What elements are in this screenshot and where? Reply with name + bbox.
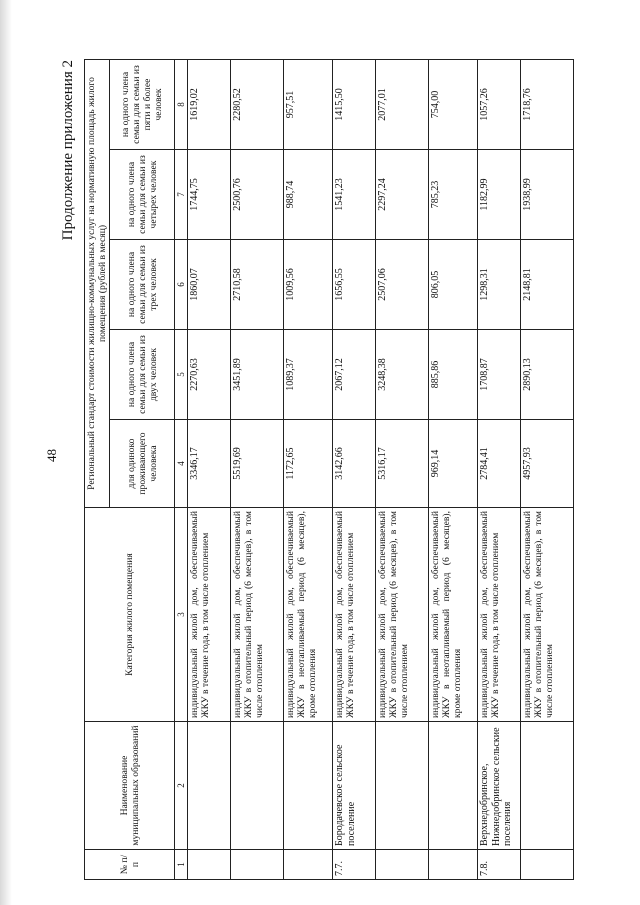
value-two: 3248,38 bbox=[376, 330, 429, 420]
value-single: 5316,17 bbox=[376, 420, 429, 508]
header-num: № п/п bbox=[85, 850, 175, 880]
value-four: 1182,99 bbox=[478, 150, 521, 240]
row-number bbox=[376, 850, 429, 880]
value-five: 754,00 bbox=[429, 59, 478, 149]
value-single: 5519,69 bbox=[231, 420, 284, 508]
value-five: 957,51 bbox=[284, 59, 333, 149]
municipality-name: Бородачевское сельское поселение bbox=[333, 722, 376, 850]
value-three: 2148,81 bbox=[521, 240, 574, 330]
row-number bbox=[521, 850, 574, 880]
municipality-name bbox=[521, 722, 574, 850]
header-sub-five: на одного члена семьи для семьи из пяти и более человек bbox=[110, 59, 175, 149]
value-single: 1172,65 bbox=[284, 420, 333, 508]
table-row bbox=[376, 59, 429, 879]
value-five: 2077,01 bbox=[376, 59, 429, 149]
housing-category: индивидуальный жилой дом, обеспечиваемый ЖКУ в течение года, в том числе отоплением bbox=[333, 508, 376, 722]
table-row bbox=[478, 59, 521, 879]
value-three: 2507,06 bbox=[376, 240, 429, 330]
column-number: 8 bbox=[175, 59, 188, 149]
value-four: 1744,75 bbox=[188, 150, 231, 240]
municipality-name bbox=[284, 722, 333, 850]
row-number bbox=[284, 850, 333, 880]
municipality-name bbox=[429, 722, 478, 850]
column-number: 6 bbox=[175, 240, 188, 330]
value-three: 1298,31 bbox=[478, 240, 521, 330]
value-three: 1656,55 bbox=[333, 240, 376, 330]
table-row bbox=[429, 59, 478, 879]
housing-category: индивидуальный жилой дом, обеспечиваемый ЖКУ в неотапливаемый период (6 месяцев), кроме отопления bbox=[429, 508, 478, 722]
column-number: 2 bbox=[175, 722, 188, 850]
header-standard: Региональный стандарт стоимости жилищно-коммунальных услуг на нормативную площадь жилого помещения (рублей в месяц) bbox=[85, 59, 110, 507]
column-number: 3 bbox=[175, 508, 188, 722]
value-five: 1415,50 bbox=[333, 59, 376, 149]
value-single: 3346,17 bbox=[188, 420, 231, 508]
housing-category: индивидуальный жилой дом, обеспечиваемый ЖКУ в отопительный период (6 месяцев), в том числе отоплением bbox=[231, 508, 284, 722]
value-two: 2270,63 bbox=[188, 330, 231, 420]
value-three: 806,05 bbox=[429, 240, 478, 330]
table-row bbox=[284, 59, 333, 879]
municipality-name: Верхнедобринское, Нижнедобринское сельские поселения bbox=[478, 722, 521, 850]
value-single: 969,14 bbox=[429, 420, 478, 508]
value-two: 1708,87 bbox=[478, 330, 521, 420]
scan-shadow-edge bbox=[0, 0, 12, 905]
value-four: 1938,99 bbox=[521, 150, 574, 240]
column-number: 5 bbox=[175, 330, 188, 420]
header-sub-single: для одиноко проживающего человека bbox=[110, 420, 175, 508]
housing-category: индивидуальный жилой дом, обеспечиваемый ЖКУ в отопительный период (6 месяцев), в том числе отоплением bbox=[521, 508, 574, 722]
value-five: 2280,52 bbox=[231, 59, 284, 149]
municipality-name bbox=[231, 722, 284, 850]
value-four: 785,23 bbox=[429, 150, 478, 240]
row-number: 7.7. bbox=[333, 850, 376, 880]
page-number: 48 bbox=[44, 449, 59, 462]
housing-category: индивидуальный жилой дом, обеспечиваемый ЖКУ в отопительный период (6 месяцев), в том числе отоплением bbox=[376, 508, 429, 722]
row-number bbox=[231, 850, 284, 880]
housing-category: индивидуальный жилой дом, обеспечиваемый ЖКУ в течение года, в том числе отоплением bbox=[478, 508, 521, 722]
value-three: 1860,07 bbox=[188, 240, 231, 330]
header-sub-two: на одного члена семьи для семьи из двух человек bbox=[110, 330, 175, 420]
value-single: 2784,41 bbox=[478, 420, 521, 508]
housing-category: индивидуальный жилой дом, обеспечиваемый ЖКУ в течение года, в том числе отоплением bbox=[188, 508, 231, 722]
value-two: 2890,13 bbox=[521, 330, 574, 420]
value-two: 1089,37 bbox=[284, 330, 333, 420]
header-sub-four: на одного члена семьи для семьи из четырех человек bbox=[110, 150, 175, 240]
value-five: 1718,76 bbox=[521, 59, 574, 149]
municipality-name bbox=[376, 722, 429, 850]
housing-category: индивидуальный жилой дом, обеспечиваемый ЖКУ в неотапливаемый период (6 месяцев), кроме отопления bbox=[284, 508, 333, 722]
column-number: 1 bbox=[175, 850, 188, 880]
table-row bbox=[333, 59, 376, 879]
row-number: 7.8. bbox=[478, 850, 521, 880]
value-single: 4957,93 bbox=[521, 420, 574, 508]
table-row bbox=[521, 59, 574, 879]
header-municipality: Наименование муниципальных образований bbox=[85, 722, 175, 850]
continuation-title: Продолжение приложения 2 bbox=[60, 60, 76, 241]
value-four: 2297,24 bbox=[376, 150, 429, 240]
row-number bbox=[429, 850, 478, 880]
table-row bbox=[231, 59, 284, 879]
value-three: 2710,58 bbox=[231, 240, 284, 330]
tariff-table bbox=[84, 59, 574, 880]
value-four: 1541,23 bbox=[333, 150, 376, 240]
table-row bbox=[188, 59, 231, 879]
value-two: 885,86 bbox=[429, 330, 478, 420]
value-five: 1057,26 bbox=[478, 59, 521, 149]
column-number: 4 bbox=[175, 420, 188, 508]
value-four: 2500,76 bbox=[231, 150, 284, 240]
municipality-name bbox=[188, 722, 231, 850]
header-category: Категория жилого помещения bbox=[85, 508, 175, 722]
header-sub-three: на одного члена семьи для семьи из трех человек bbox=[110, 240, 175, 330]
value-two: 2067,12 bbox=[333, 330, 376, 420]
value-single: 3142,66 bbox=[333, 420, 376, 508]
column-number: 7 bbox=[175, 150, 188, 240]
value-four: 988,74 bbox=[284, 150, 333, 240]
value-two: 3451,89 bbox=[231, 330, 284, 420]
value-five: 1619,02 bbox=[188, 59, 231, 149]
rotated-page-content bbox=[60, 60, 640, 880]
row-number bbox=[188, 850, 231, 880]
value-three: 1009,56 bbox=[284, 240, 333, 330]
